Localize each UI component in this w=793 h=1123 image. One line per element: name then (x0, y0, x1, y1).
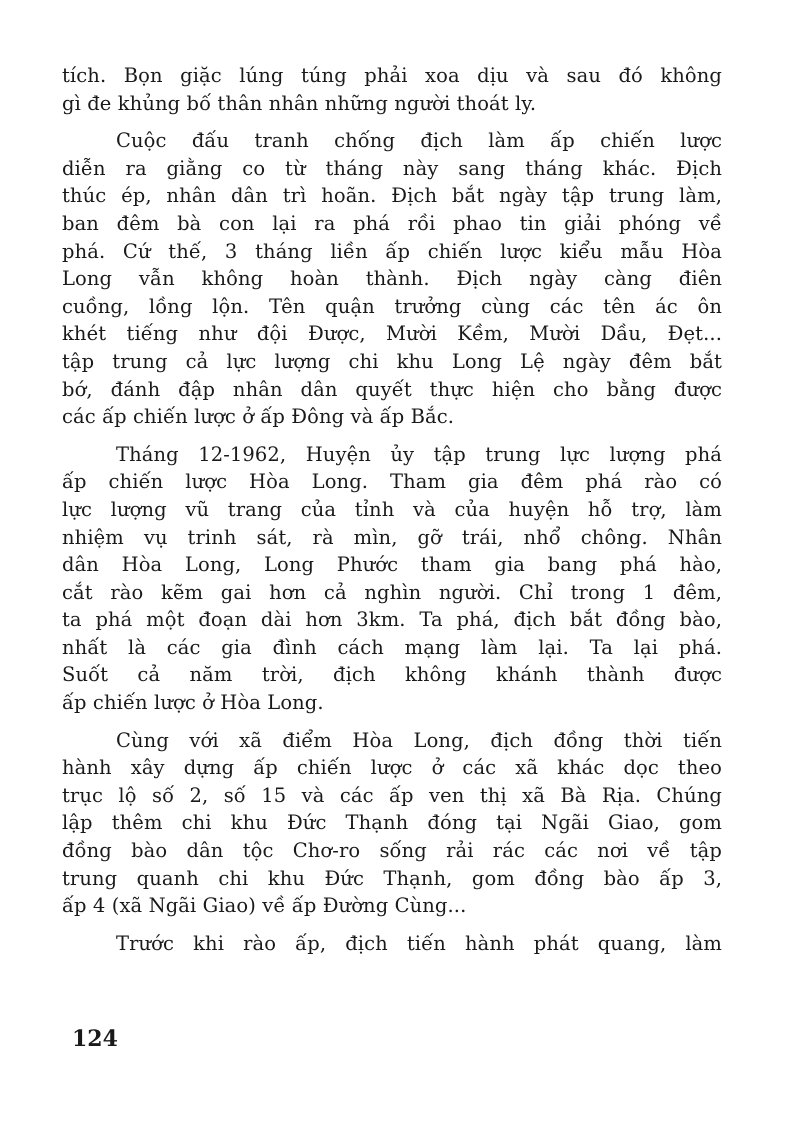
text-line: trung quanh chi khu Đức Thạnh, gom đồng bào ấp 3, (62, 866, 722, 890)
text-line: ấp chiến lược Hòa Long. Tham gia đêm phá rào có (62, 470, 722, 494)
text-line: hành xây dựng ấp chiến lược ở các xã khác dọc theo (62, 756, 722, 780)
text-line: nhiệm vụ trinh sát, rà mìn, gỡ trái, nhổ chông. Nhân (62, 525, 722, 549)
paragraph-4 (62, 727, 722, 920)
paragraph-2 (62, 127, 722, 431)
text-line: gì đe khủng bố thân nhân những người thoát ly. (62, 91, 537, 115)
text-line: Cuộc đấu tranh chống địch làm ấp chiến lược (116, 129, 722, 153)
text-line: thúc ép, nhân dân trì hoãn. Địch bắt ngày tập trung làm, (62, 184, 722, 208)
text-line: Trước khi rào ấp, địch tiến hành phát quang, làm (116, 931, 722, 955)
text-line: bớ, đánh đập nhân dân quyết thực hiện cho bằng được (62, 377, 722, 401)
text-line: nhất là các gia đình cách mạng làm lại. Ta lại phá. (62, 635, 722, 659)
text-line: cắt rào kẽm gai hơn cả nghìn người. Chỉ trong 1 đêm, (62, 580, 722, 604)
text-line: tập trung cả lực lượng chi khu Long Lệ ngày đêm bắt (62, 349, 722, 373)
text-line: các ấp chiến lược ở ấp Đông và ấp Bắc. (62, 405, 455, 429)
text-line: Cùng với xã điểm Hòa Long, địch đồng thời tiến (116, 728, 722, 752)
paragraph-5 (62, 930, 722, 958)
text-line: lập thêm chi khu Đức Thạnh đóng tại Ngãi Giao, gom (62, 811, 722, 835)
text-line: ấp chiến lược ở Hòa Long. (62, 691, 324, 715)
text-line: Long vẫn không hoàn thành. Địch ngày càng điên (62, 267, 722, 291)
text-line: diễn ra giằng co từ tháng này sang tháng khác. Địch (62, 156, 722, 180)
text-line: đồng bào dân tộc Chơ-ro sống rải rác các nơi về tập (62, 839, 722, 863)
text-line: khét tiếng như đội Được, Mười Kềm, Mười Dầu, Đẹt... (62, 322, 722, 346)
text-line: tích. Bọn giặc lúng túng phải xoa dịu và sau đó không (62, 64, 722, 87)
book-page-text (62, 62, 722, 957)
text-line: lực lượng vũ trang của tỉnh và của huyện hỗ trợ, làm (62, 497, 722, 521)
text-line: Suốt cả năm trời, địch không khánh thành được (62, 663, 722, 687)
page-number: 124 (72, 1026, 118, 1052)
text-line: ấp 4 (xã Ngãi Giao) về ấp Đường Cùng... (62, 894, 467, 918)
text-line: Tháng 12-1962, Huyện ủy tập trung lực lượng phá (116, 442, 722, 466)
text-line: cuồng, lồng lộn. Tên quận trưởng cùng các tên ác ôn (62, 294, 722, 318)
paragraph-3 (62, 441, 722, 717)
text-line: ban đêm bà con lại ra phá rồi phao tin giải phóng về (62, 211, 722, 235)
text-line: ta phá một đoạn dài hơn 3km. Ta phá, địch bắt đồng bào, (62, 608, 722, 632)
text-line: trục lộ số 2, số 15 và các ấp ven thị xã Bà Rịa. Chúng (62, 783, 722, 807)
text-line: phá. Cứ thế, 3 tháng liền ấp chiến lược kiểu mẫu Hòa (62, 239, 722, 263)
paragraph-1 (62, 62, 722, 117)
text-line: dân Hòa Long, Long Phước tham gia bang phá hào, (62, 553, 722, 577)
